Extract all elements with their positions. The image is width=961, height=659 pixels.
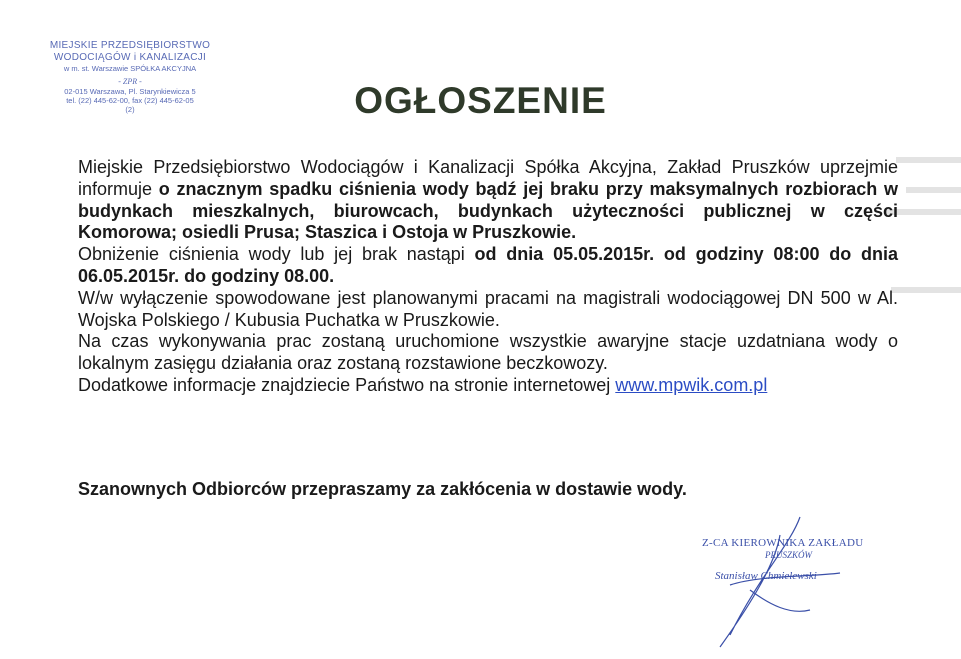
closing-apology: Szanownych Odbiorców przepraszamy za zakłócenia w dostawie wody. [78,479,687,499]
signer-place: PRUSZKÓW [765,550,812,560]
paragraph-dates-intro: Obniżenie ciśnienia wody lub jej brak nastąpi [78,244,475,265]
website-link[interactable]: www.mpwik.com.pl [615,374,768,395]
paragraph-website [78,375,898,397]
stamp-line-1: MIEJSKIE PRZEDSIĘBIORSTWO [49,40,211,51]
signature-scribble [690,515,930,655]
paragraph-info-intro: Miejskie Przedsiębiorstwo Wodociągów i Kanalizacji Spółka Akcyjna, Zakład Pruszków uprzejmie informuje [78,157,898,199]
paragraph-dates [78,244,898,288]
stamp-line-3: w m. st. Warszawie SPÓŁKA AKCYJNA [63,64,197,73]
stamp-line-2: WODOCIĄGÓW i KANALIZACJI [53,52,207,63]
stamp-line-4: - ZPR - [118,77,142,86]
stamp-line-7: (2) [125,105,135,114]
signature-block [690,515,930,655]
paragraph-info [78,157,898,244]
signer-name: Stanisław Chmielewski [715,570,817,582]
stamp-line-5: 02-015 Warszawa, Pl. Starynkiewicza 5 [64,87,196,96]
stamp-line-6: tel. (22) 445-62-00, fax (22) 445-62-05 [66,96,194,105]
paragraph-cause: W/w wyłączenie spowodowane jest planowanymi pracami na magistrali wodociągowej DN 500 w Al. Wojska Polskiego / Kubusia Puchatka w Pruszkowie. [78,287,898,330]
paragraph-measures: Na czas wykonywania prac zostaną uruchomione wszystkie awaryjne stacje uzdatniana wody o lokalnym zasięgu działania oraz zostaną rozstawione beczkowozy. [78,331,898,374]
paragraph-info-emphasis: o znacznym spadku ciśnienia wody bądź jej braku przy maksymalnych rozbiorach w budynkach mieszkalnych, biurowcach, budynkach użyteczności publicznej w części Komorowa; osiedli Prusa; Staszica i Ostoja w Pruszkowie. [78,178,898,243]
paragraph-dates-emphasis: od dnia 05.05.2015r. od godziny 08:00 do dnia 06.05.2015r. do godziny 08.00. [78,244,898,286]
page-title: OGŁOSZENIE [354,80,607,121]
announcement-body [78,157,898,397]
paragraph-website-intro: Dodatkowe informacje znajdziecie Państwo na stronie internetowej [78,374,616,395]
signer-role: Z-CA KIEROWNIKA ZAKŁADU [702,537,864,549]
